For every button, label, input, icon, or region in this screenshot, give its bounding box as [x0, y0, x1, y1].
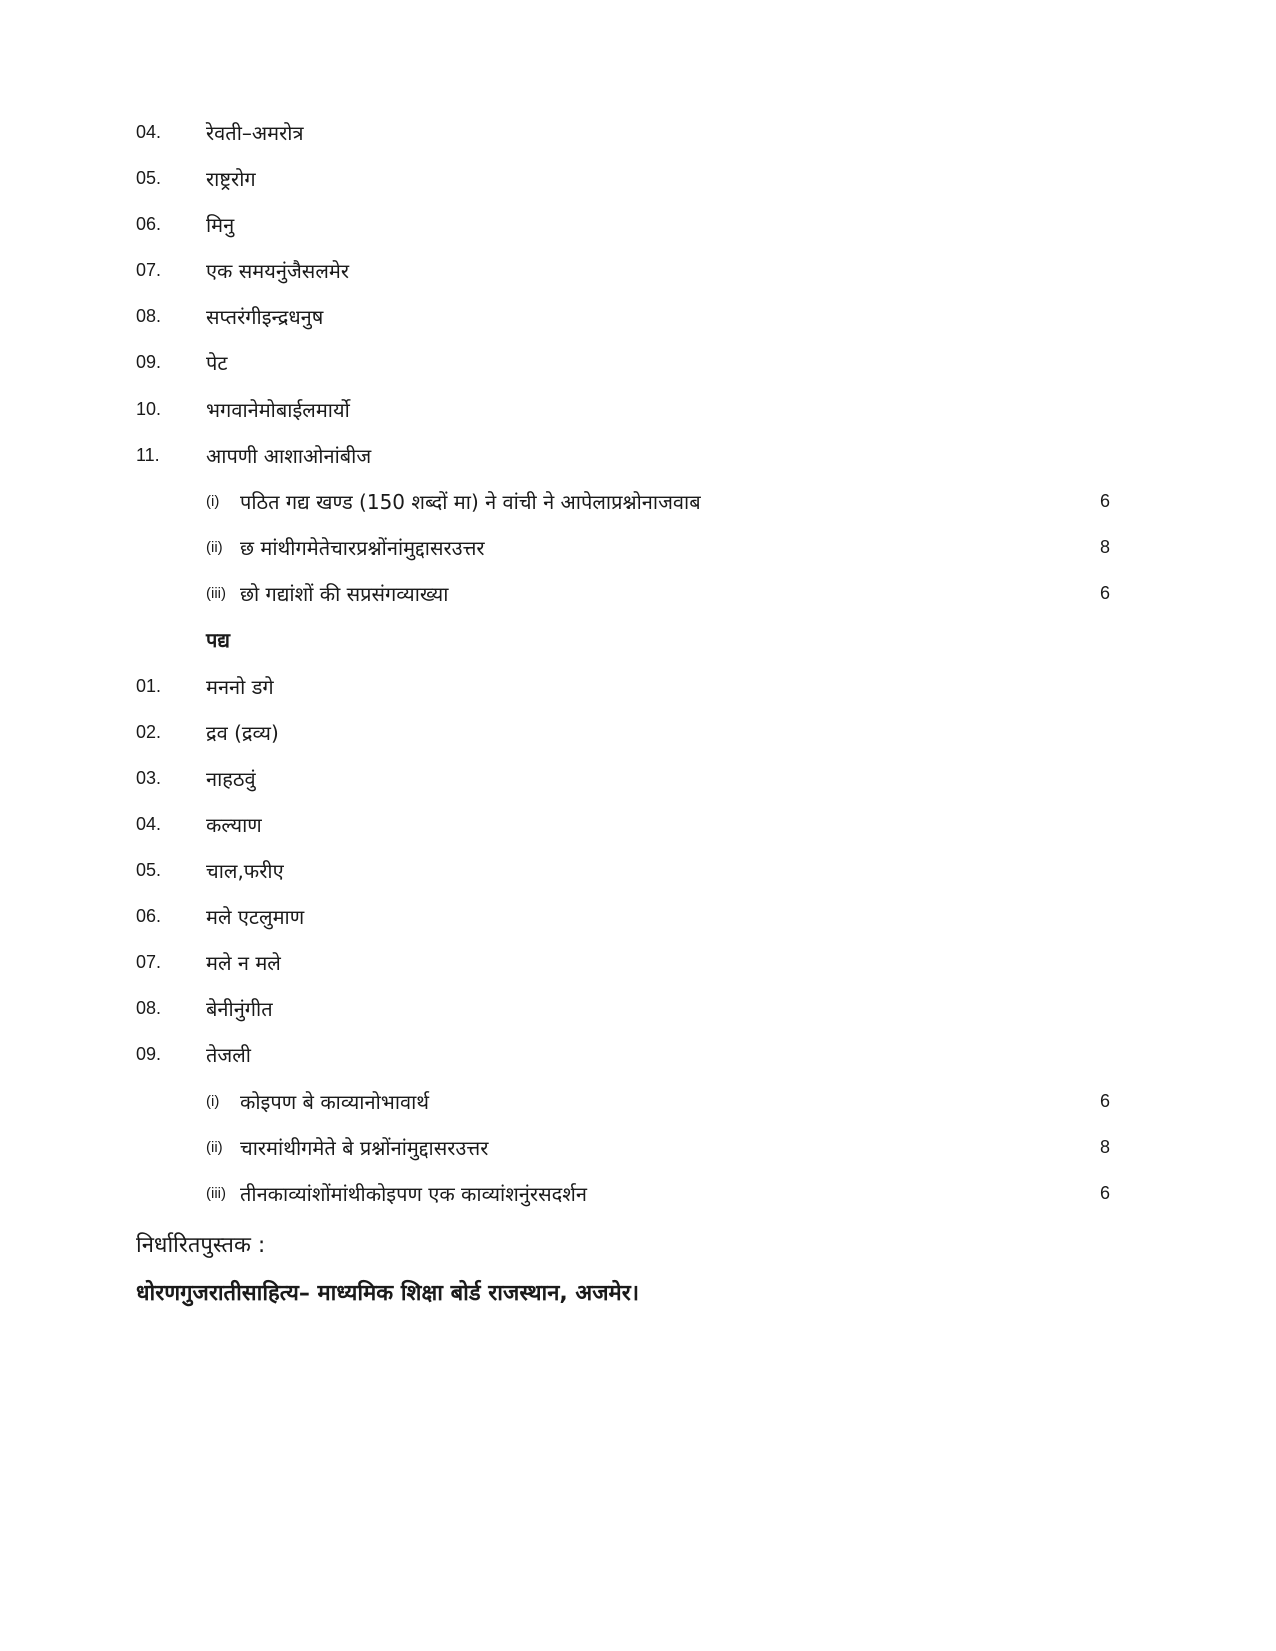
lesson-number: 09.: [136, 1043, 162, 1064]
question-text: कोइपण बे काव्यानोभावार्थ: [240, 1089, 430, 1114]
lesson-number: 08.: [136, 305, 162, 326]
question-marks: 6: [1100, 582, 1111, 603]
lesson-title: कल्याण: [206, 812, 262, 837]
lesson-title: द्रव (द्रव्य): [206, 720, 279, 745]
question-number: (ii): [206, 538, 223, 556]
lesson-title: पेट: [206, 350, 228, 375]
list-item: [0, 1036, 1276, 1072]
question-text: तीनकाव्यांशोंमांथीकोइपण एक काव्यांशनुंरसदर्शन: [240, 1181, 587, 1206]
lesson-number: 04.: [136, 121, 162, 142]
list-item: [0, 668, 1276, 704]
lesson-number: 01.: [136, 675, 162, 696]
list-item: [0, 714, 1276, 750]
question-text: चारमांथीगमेते बे प्रश्नोंनांमुद्दासरउत्तर: [240, 1135, 489, 1160]
poetry-heading: पद्य: [206, 627, 230, 652]
list-item: [0, 806, 1276, 842]
list-item: [0, 160, 1276, 196]
lesson-number: 03.: [136, 767, 162, 788]
question-item: [0, 483, 1276, 519]
list-item: [0, 206, 1276, 242]
list-item: [0, 437, 1276, 473]
lesson-title: आपणी आशाओनांबीज: [206, 443, 372, 468]
lesson-title: मननो डगे: [206, 674, 274, 699]
prescribed-book-row: [0, 1272, 1276, 1312]
lesson-number: 06.: [136, 213, 162, 234]
question-marks: 6: [1100, 1090, 1111, 1111]
lesson-title: मले एटलुमाण: [206, 904, 305, 929]
question-number: (iii): [206, 1184, 226, 1202]
lesson-number: 11.: [136, 444, 160, 465]
question-marks: 8: [1100, 1136, 1111, 1157]
list-item: [0, 391, 1276, 427]
question-marks: 6: [1100, 490, 1111, 511]
lesson-number: 02.: [136, 721, 162, 742]
list-item: [0, 760, 1276, 796]
lesson-title: मले न मले: [206, 950, 281, 975]
lesson-title: बेनीनुंगीत: [206, 996, 273, 1021]
question-text: पठित गद्य खण्ड (150 शब्दों मा) ने वांची ने आपेलाप्रश्नोनाजवाब: [240, 489, 701, 514]
list-item: [0, 252, 1276, 288]
question-marks: 6: [1100, 1182, 1111, 1203]
question-number: (i): [206, 1092, 220, 1110]
question-item: [0, 1175, 1276, 1211]
lesson-number: 06.: [136, 905, 162, 926]
list-item: [0, 298, 1276, 334]
lesson-number: 09.: [136, 351, 162, 372]
prescribed-label: निर्धारितपुस्तक :: [136, 1233, 266, 1258]
lesson-number: 05.: [136, 167, 162, 188]
lesson-title: भगवानेमोबाईलमार्यो: [206, 397, 350, 422]
list-item: [0, 344, 1276, 380]
question-item: [0, 575, 1276, 611]
list-item: [0, 944, 1276, 980]
question-marks: 8: [1100, 536, 1111, 557]
lesson-number: 07.: [136, 951, 162, 972]
lesson-number: 04.: [136, 813, 162, 834]
question-item: [0, 1129, 1276, 1165]
lesson-title: नाहठवुं: [206, 766, 256, 791]
list-item: [0, 898, 1276, 934]
question-item: [0, 529, 1276, 565]
lesson-title: रेवती–अमरोत्र: [206, 120, 304, 145]
lesson-title: मिनु: [206, 212, 235, 237]
lesson-title: एक समयनुंजैसलमेर: [206, 258, 350, 283]
prescribed-label-row: [0, 1224, 1276, 1264]
question-number: (ii): [206, 1138, 223, 1156]
lesson-number: 05.: [136, 859, 162, 880]
list-item: [0, 990, 1276, 1026]
question-number: (i): [206, 492, 220, 510]
section-heading-row: [0, 621, 1276, 657]
question-text: छो गद्यांशों की सप्रसंगव्याख्या: [240, 581, 449, 606]
list-item: [0, 852, 1276, 888]
lesson-title: तेजली: [206, 1042, 251, 1067]
lesson-title: सप्तरंगीइन्द्रधनुष: [206, 304, 324, 329]
list-item: [0, 114, 1276, 150]
question-number: (iii): [206, 584, 226, 602]
lesson-title: राष्ट्ररोग: [206, 166, 256, 191]
prescribed-book: धोरणगुजरातीसाहित्य– माध्यमिक शिक्षा बोर्ड राजस्थान, अजमेर।: [136, 1281, 640, 1306]
question-item: [0, 1083, 1276, 1119]
lesson-title: चाल,फरीए: [206, 858, 284, 883]
lesson-number: 10.: [136, 398, 162, 419]
lesson-number: 08.: [136, 997, 162, 1018]
lesson-number: 07.: [136, 259, 162, 280]
question-text: छ मांथीगमेतेचारप्रश्नोंनांमुद्दासरउत्तर: [240, 535, 485, 560]
